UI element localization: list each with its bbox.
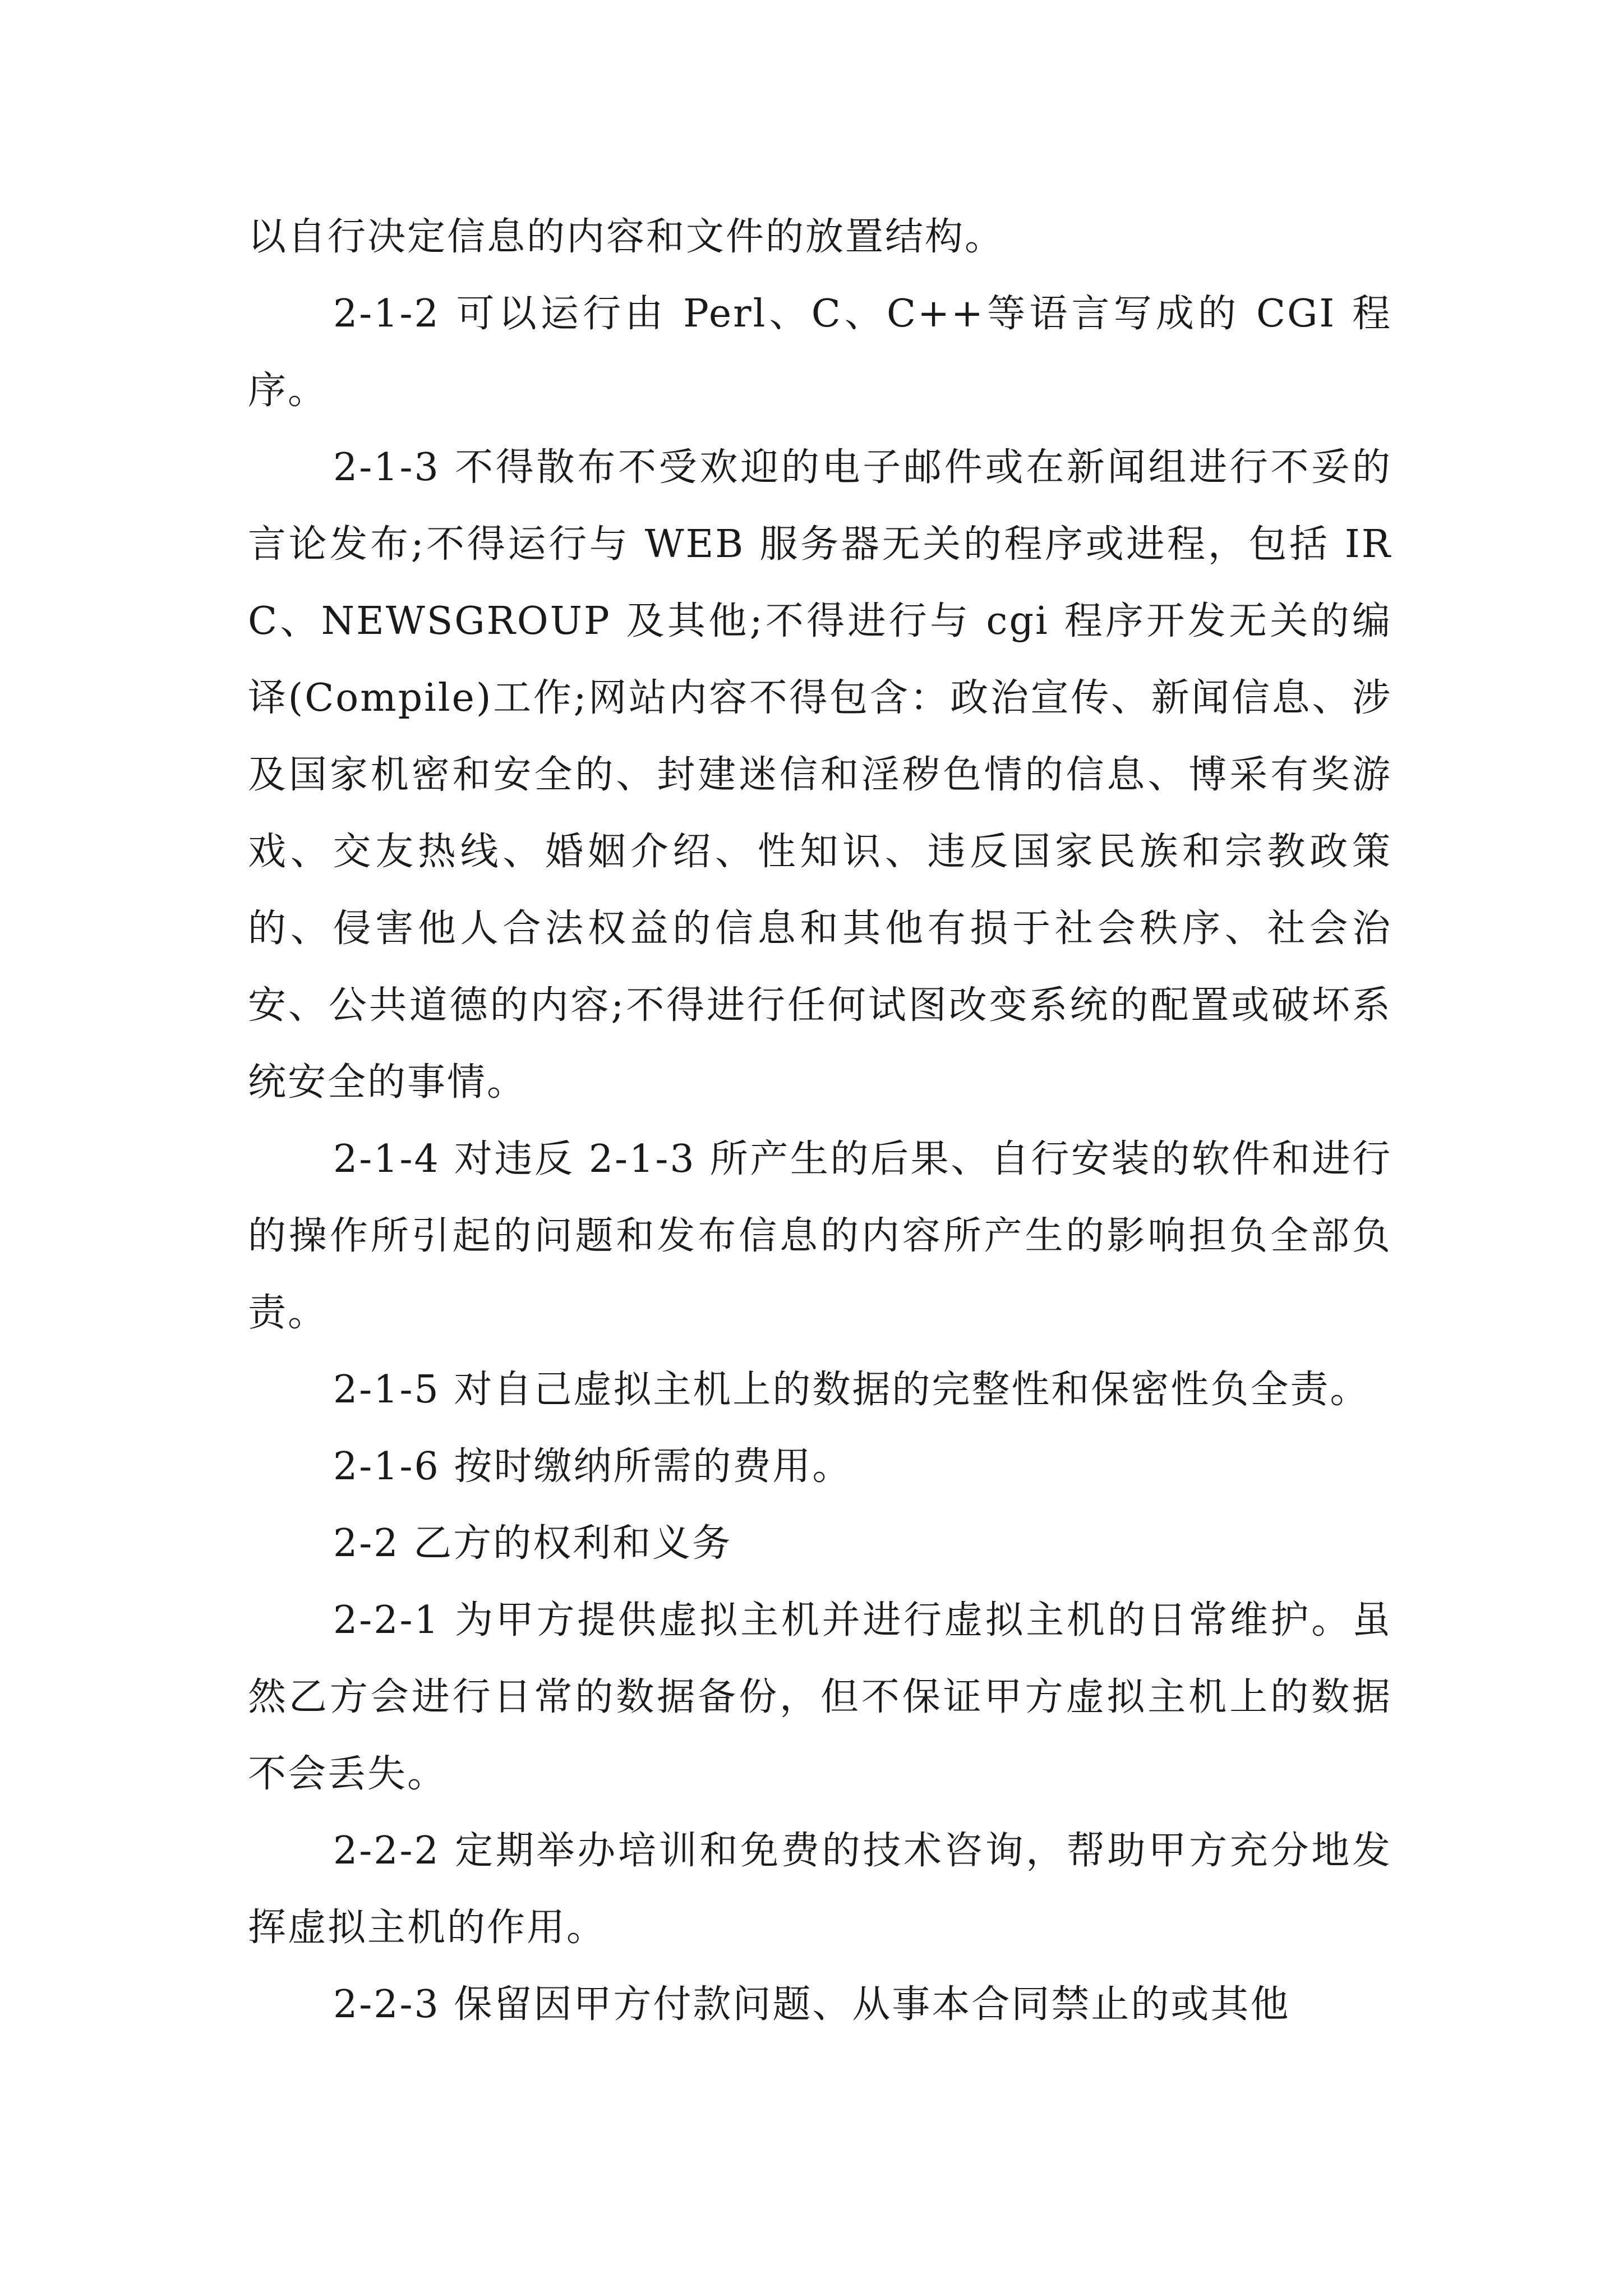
paragraph-2-1-5: 2-1-5 对自己虚拟主机上的数据的完整性和保密性负全责。 (333, 1368, 1370, 1412)
paragraph-2-1-6: 2-1-6 按时缴纳所需的费用。 (333, 1444, 852, 1489)
paragraph-2-2-1: 2-2-1 为甲方提供虚拟主机并进行虚拟主机的日常维护。虽然乙方会进行日常的数据备份，但不保证甲方虚拟主机上的数据不会丢失。 (248, 1598, 1392, 1796)
paragraph-2-2-3: 2-2-3 保留因甲方付款问题、从事本合同禁止的或其他 (333, 1982, 1290, 2027)
paragraph-2-2-2: 2-2-2 定期举办培训和免费的技术咨询，帮助甲方充分地发挥虚拟主机的作用。 (248, 1829, 1392, 1950)
section-heading-2-2: 2-2 乙方的权利和义务 (333, 1521, 732, 1566)
paragraph-2-1-4: 2-1-4 对违反 2-1-3 所产生的后果、自行安装的软件和进行的操作所引起的问题和发布信息的内容所产生的影响担负全部负责。 (248, 1137, 1392, 1335)
body-text (248, 199, 1392, 2043)
paragraph-continuation: 以自行决定信息的内容和文件的放置结构。 (248, 215, 1005, 259)
paragraph-2-1-2: 2-1-2 可以运行由 Perl、C、C++等语言写成的 CGI 程序。 (248, 292, 1392, 413)
paragraph-2-1-3: 2-1-3 不得散布不受欢迎的电子邮件或在新闻组进行不妥的言论发布;不得运行与 WEB 服务器无关的程序或进程，包括 IRC、NEWSGROUP 及其他;不得进行与 cgi 程序开发无关的编译(Compile)工作;网站内容不得包含：政治宣传、新闻信息、涉及国家机密和安全的、封建迷信和淫秽色情的信息、博采有奖游戏、交友热线、婚姻介绍、性知识、违反国家民族和宗教政策的、侵害他人合法权益的信息和其他有损于社会秩序、社会治安、公共道德的内容;不得进行任何试图改变系统的配置或破坏系统安全的事情。 (248, 445, 1392, 1105)
